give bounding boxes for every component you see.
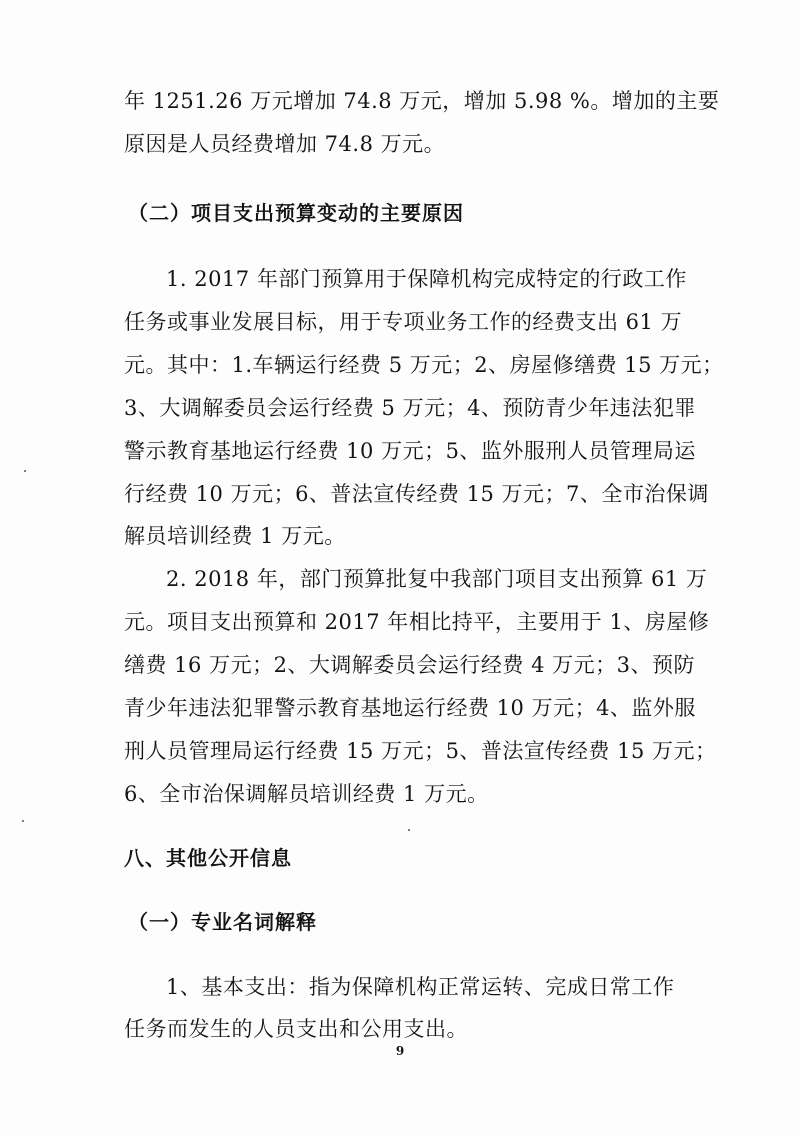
- paragraph-line: 原因是人员经费增加 74.8 万元。: [124, 132, 446, 156]
- section-heading-project-expenditure: （二）项目支出预算变动的主要原因: [128, 201, 464, 225]
- paragraph-line: 青少年违法犯罪警示教育基地运行经费 10 万元；4、监外服: [124, 696, 696, 720]
- scan-speck: [408, 829, 410, 831]
- paragraph-line: 2. 2018 年，部门预算批复中我部门项目支出预算 61 万: [166, 567, 708, 591]
- paragraph-line: 解员培训经费 1 万元。: [124, 524, 346, 548]
- scan-speck: [22, 820, 24, 822]
- paragraph-line: 6、全市治保调解员培训经费 1 万元。: [124, 782, 489, 806]
- paragraph-line: 缮费 16 万元；2、大调解委员会运行经费 4 万元；3、预防: [124, 653, 696, 677]
- section-heading-terms: （一）专业名词解释: [128, 910, 317, 934]
- paragraph-line: 刑人员管理局运行经费 15 万元；5、普法宣传经费 15 万元；: [124, 739, 717, 763]
- paragraph-line: 任务或事业发展目标，用于专项业务工作的经费支出 61 万: [124, 310, 683, 334]
- paragraph-line: 年 1251.26 万元增加 74.8 万元，增加 5.98 %。增加的主要: [124, 89, 720, 113]
- paragraph-line: 元。项目支出预算和 2017 年相比持平，主要用于 1、房屋修: [124, 610, 710, 634]
- paragraph-line: 警示教育基地运行经费 10 万元；5、监外服刑人员管理局运: [124, 439, 696, 463]
- section-heading-other-info: 八、其他公开信息: [124, 846, 292, 870]
- page-number: 9: [395, 1044, 405, 1058]
- paragraph-line: 行经费 10 万元；6、普法宣传经费 15 万元；7、全市治保调: [124, 482, 709, 506]
- paragraph-line: 3、大调解委员会运行经费 5 万元；4、预防青少年违法犯罪: [124, 396, 696, 420]
- paragraph-line: 任务而发生的人员支出和公用支出。: [124, 1017, 468, 1041]
- paragraph-line: 1. 2017 年部门预算用于保障机构完成特定的行政工作: [166, 267, 687, 291]
- paragraph-line: 元。其中：1.车辆运行经费 5 万元；2、房屋修缮费 15 万元；: [124, 353, 724, 377]
- scan-speck: [24, 470, 26, 472]
- paragraph-line: 1、基本支出：指为保障机构正常运转、完成日常工作: [166, 975, 675, 999]
